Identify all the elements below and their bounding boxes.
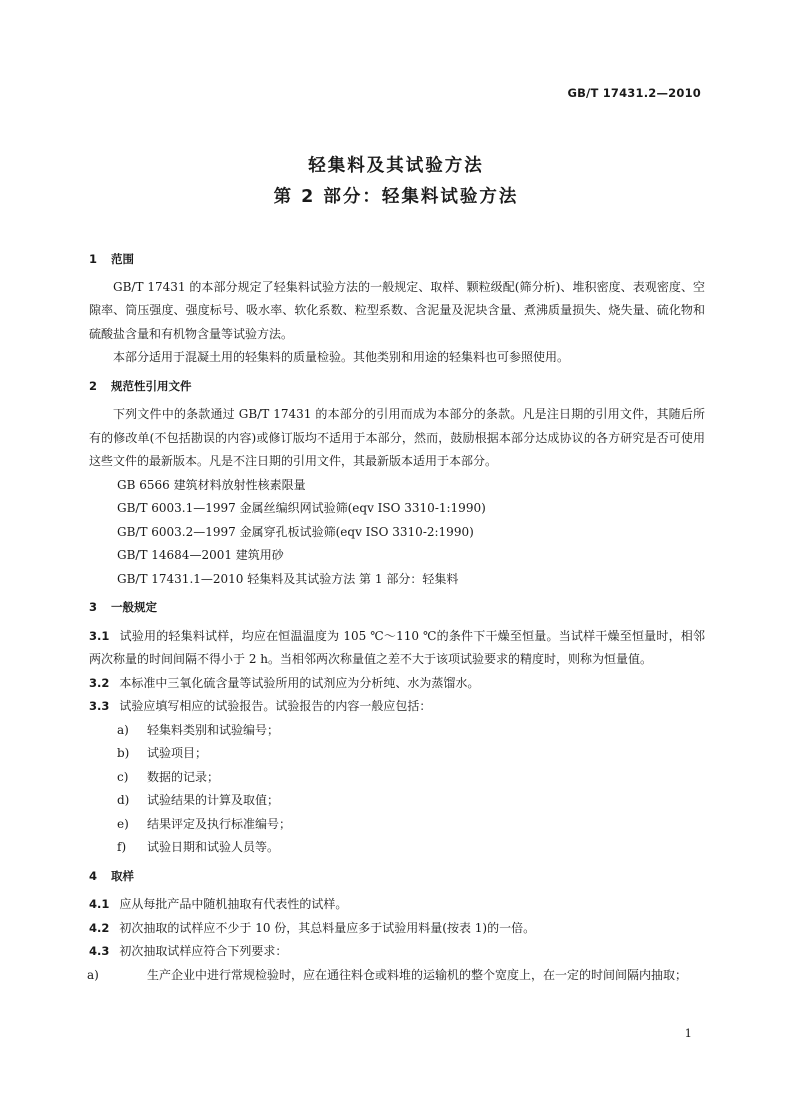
paragraph: GB/T 17431 的本部分规定了轻集料试验方法的一般规定、取样、颗粒级配(筛分析)、堆积密度、表观密度、空隙率、筒压强度、强度标号、吸水率、软化系数、粒型系数、含泥量及泥块含量、煮沸质量损失、烧失量、硫化物和硫酸盐含量和有机物含量等试验方法。 [89,279,705,341]
clause [89,940,705,964]
list-item [89,719,705,743]
clause-number: 4.3 [89,944,110,958]
reference-item: GB/T 6003.1—1997 金属丝编织网试验筛(eqv ISO 3310-1:1990) [117,501,486,515]
list-text: 结果评定及执行标准编号； [147,816,292,831]
section-title: 规范性引用文件 [111,378,192,393]
clause-text: 试验用的轻集料试样，均应在恒温温度为 105 ℃～110 ℃的条件下干燥至恒量。当试样干燥至恒量时，相邻两次称量的时间间隔不得小于 2 h。当相邻两次称量值之差不大于该项试验要求的精度时，则称为恒量值。 [89,628,705,666]
list-label: a) [87,967,99,982]
standard-number: GB/T 17431.2—2010 [567,86,701,100]
paragraph: 本部分适用于混凝土用的轻集料的质量检验。其他类别和用途的轻集料也可参照使用。 [113,350,570,364]
clause-text: 试验应填写相应的试验报告。试验报告的内容一般应包括： [119,699,432,713]
clause [89,695,705,719]
list-label: a) [117,722,129,737]
section-1-heading [89,248,705,272]
list-item [89,789,705,813]
clause-number: 4.2 [89,920,110,935]
clause-number: 3.2 [89,675,110,690]
list-text: 轻集料类别和试验编号； [147,722,280,737]
list-item [89,742,705,766]
list-text: 数据的记录； [147,769,220,784]
list-text: 试验结果的计算及取值； [147,793,280,807]
section-number: 3 [89,600,98,614]
list-label: d) [117,793,130,807]
list-label: e) [117,816,129,831]
clause [89,893,705,917]
clause-number: 4.1 [89,897,110,911]
reference-item: GB 6566 建筑材料放射性核素限量 [117,477,306,492]
list-item [89,813,705,837]
clause-number: 3.3 [89,699,110,713]
document-subtitle: 第 2 部分：轻集料试验方法 [273,187,519,207]
list-item [89,964,705,988]
section-title: 一般规定 [111,600,157,614]
list-item [89,836,705,860]
section-2-heading [89,375,705,399]
section-title: 范围 [111,252,134,266]
clause [89,917,705,941]
list-label: f) [117,840,127,854]
page-number: 1 [684,1026,692,1040]
section-title: 取样 [111,868,134,883]
list-text: 试验项目； [147,746,208,760]
clause-text: 应从每批产品中随机抽取有代表性的试样。 [119,897,348,911]
list-text: 生产企业中进行常规检验时，应在通往料仓或料堆的运输机的整个宽度上，在一定的时间间隔内抽取； [147,967,688,982]
document-body [89,248,705,987]
document-title: 轻集料及其试验方法 [308,156,484,176]
clause-text: 初次抽取试样应符合下列要求： [119,944,288,958]
list-text: 试验日期和试验人员等。 [147,840,280,854]
clause-text: 初次抽取的试样应不少于 10 份，其总料量应多于试验用料量(按表 1)的一倍。 [119,920,536,935]
list-label: b) [117,746,130,760]
reference-item: GB/T 6003.2—1997 金属穿孔板试验筛(eqv ISO 3310-2:1990) [117,524,474,539]
section-number: 4 [89,868,98,883]
section-number: 2 [89,378,98,393]
clause-number: 3.1 [89,628,110,643]
paragraph: 下列文件中的条款通过 GB/T 17431 的本部分的引用而成为本部分的条款。凡是注日期的引用文件，其随后所有的修改单(不包括勘误的内容)或修订版均不适用于本部分，然而，鼓励根据本部分达成协议的各方研究是否可使用这些文件的最新版本。凡是不注日期的引用文件，其最新版本适用于本部分。 [89,407,705,468]
clause [89,625,705,672]
reference-item: GB/T 14684—2001 建筑用砂 [117,548,284,562]
clause [89,672,705,696]
section-3-heading [89,596,705,620]
list-label: c) [117,769,129,784]
section-number: 1 [89,252,98,266]
list-item [89,766,705,790]
section-4-heading [89,865,705,889]
clause-text: 本标准中三氧化硫含量等试验所用的试剂应为分析纯、水为蒸馏水。 [119,675,480,690]
reference-item: GB/T 17431.1—2010 轻集料及其试验方法 第 1 部分：轻集料 [117,571,459,586]
